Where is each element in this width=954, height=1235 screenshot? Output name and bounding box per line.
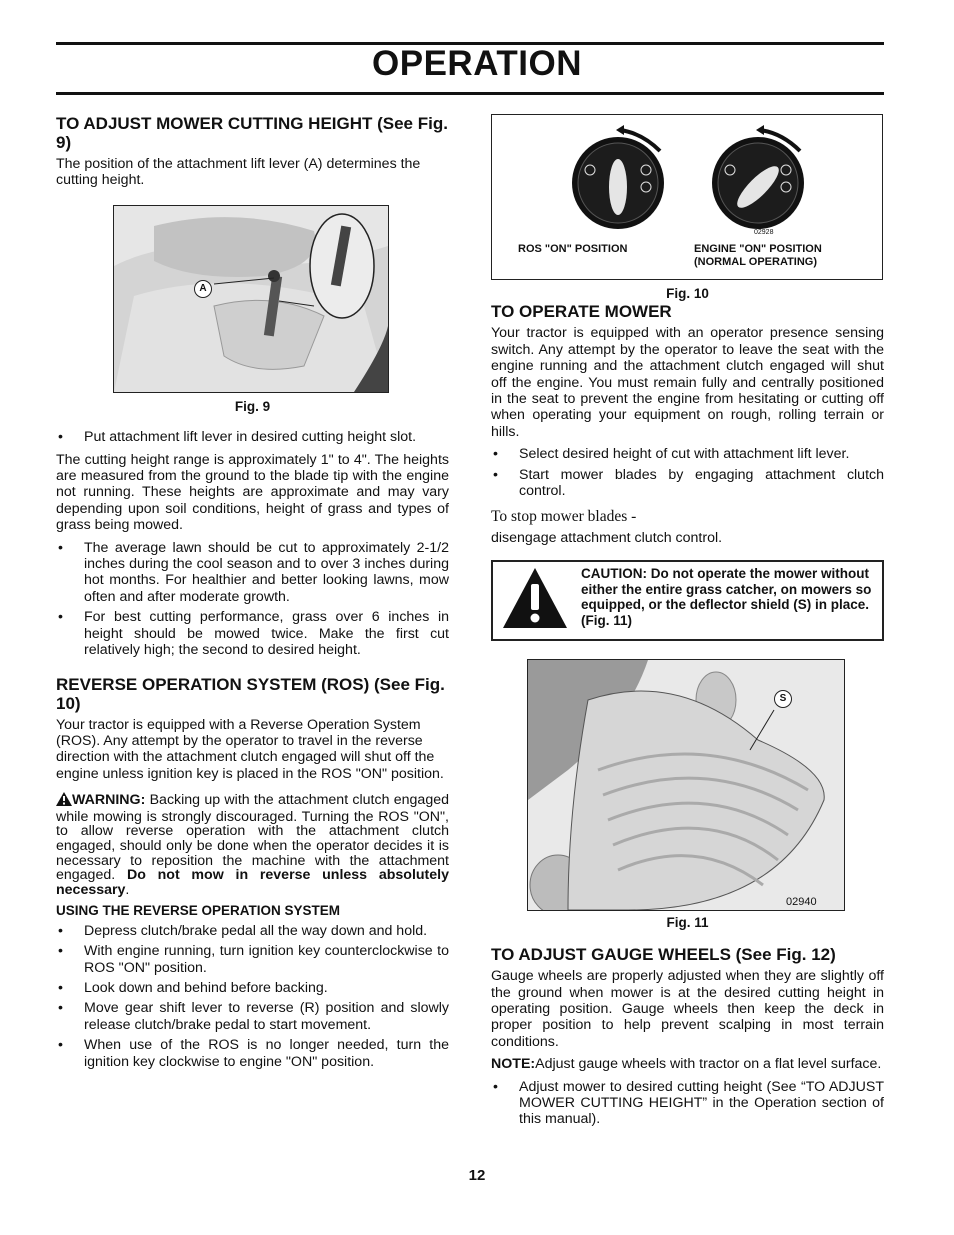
label-s-text: S [779, 692, 787, 704]
list-item: • Adjust mower to desired cutting height (See “TO ADJUST MOWER CUTTING HEIGHT” in the Operation section of this manual). [491, 1079, 884, 1128]
caution-text: CAUTION: Do not operate the mower without either the entire grass catcher, on mowers so equipped, or the deflector shield (S) in place. (Fig. 11) [581, 566, 872, 628]
warning-label: WARNING: [72, 792, 146, 809]
operate-mower-heading: TO OPERATE MOWER [491, 302, 672, 322]
fig9-caption: Fig. 9 [234, 398, 271, 414]
list-item: • Put attachment lift lever in desired cutting height slot. [56, 429, 449, 445]
fig11-caption: Fig. 11 [666, 914, 709, 930]
ros-intro: Your tractor is equipped with a Reverse Operation System (ROS). Any attempt by the operator to travel in the reverse direction with the attachment clutch engaged will shut off the engine unless ignition key is placed in the ROS "ON" position. [56, 716, 444, 782]
cutting-range-paragraph: The cutting height range is approximately 1" to 4". The heights are measured from the ground to the blade tip with the engine not running. These heights are approximate and may vary depending upon soil conditions, height of grass and types of grass being mowed. [56, 451, 449, 534]
right-column [491, 114, 884, 1134]
page-title: OPERATION [372, 44, 582, 83]
list-item: • Look down and behind before backing. [56, 980, 449, 996]
list-item: • With engine running, turn ignition key counterclockwise to ROS "ON" position. [56, 943, 449, 976]
warning-paragraph [56, 792, 449, 897]
fig10-caption: Fig. 10 [666, 286, 709, 301]
ros-on-position-label: ROS "ON" POSITION [518, 243, 628, 255]
deflector-shield-illustration [528, 660, 844, 910]
cutting-height-bullets-2 [56, 540, 449, 659]
stop-blades-text: disengage attachment clutch control. [491, 529, 723, 546]
engine-on-line1: ENGINE "ON" POSITION [694, 243, 822, 255]
caution-icon [501, 566, 569, 634]
label-s [774, 690, 792, 708]
ros-subheading: USING THE REVERSE OPERATION SYSTEM [56, 903, 341, 919]
list-item: • The average lawn should be cut to approximately 2-1/2 inches during the cool season and to over 3 inches during hot months. For healthier and better looking lawns, mow often and after moderate growth. [56, 540, 449, 606]
list-item: • Move gear shift lever to reverse (R) position and slowly release clutch/brake pedal to start movement. [56, 1000, 449, 1033]
operate-intro: Your tractor is equipped with an operator presence sensing switch. Any attempt by the operator to leave the seat with the engine running and the attachment clutch engaged will shut off the engine. You must remain fully and centrally positioned in the seat to prevent the engine from hesitating or cutting off when operating your equipment on rough, rolling terrain or hills. [491, 325, 884, 440]
fig10-code: 02928 [754, 229, 774, 236]
gauge-bullets [491, 1079, 884, 1128]
gauge-wheels-heading: TO ADJUST GAUGE WHEELS (See Fig. 12) [491, 945, 836, 965]
list-item: • Start mower blades by engaging attachment clutch control. [491, 467, 884, 500]
label-a-text: A [199, 282, 207, 294]
cutting-height-heading: TO ADJUST MOWER CUTTING HEIGHT (See Fig. 9) [56, 114, 448, 152]
gauge-note [491, 1056, 884, 1072]
note-text: Adjust gauge wheels with tractor on a flat level surface. [535, 1056, 882, 1073]
cutting-height-intro: The position of the attachment lift lever (A) determines the cutting height. [56, 156, 421, 189]
list-item: • When use of the ROS is no longer needed, turn the ignition key clockwise to engine "ON" position. [56, 1037, 449, 1070]
operate-bullets [491, 446, 884, 499]
list-item: • Depress clutch/brake pedal all the way down and hold. [56, 923, 449, 939]
label-a [194, 280, 212, 298]
engine-on-position-label [694, 243, 822, 269]
list-item: • Select desired height of cut with attachment lift lever. [491, 446, 884, 462]
warning-end: . [125, 881, 130, 898]
cutting-height-bullets-1 [56, 429, 449, 445]
note-label: NOTE: [491, 1056, 536, 1073]
left-column [56, 114, 449, 1076]
list-item: • For best cutting performance, grass over 6 inches in height should be mowed twice. Make the first cut relatively high; the second to desired height. [56, 609, 449, 658]
fig11-code: 02940 [786, 895, 817, 908]
warning-bold-text: Do not mow in reverse unless absolutely necessary [56, 867, 449, 898]
warning-text: Backing up with the attachment clutch engaged while mowing is strongly discouraged. Turning the ROS "ON", to allow reverse operation with the attachment clutch engaged, should only be done when the operator decides it is necessary to reposition the machine with the attachment engaged. [56, 792, 449, 884]
stop-blades-heading: To stop mower blades - [491, 508, 637, 526]
ros-heading: REVERSE OPERATION SYSTEM (ROS) (See Fig. 10) [56, 674, 445, 713]
fig11-image [527, 659, 845, 911]
ros-steps [56, 923, 449, 1070]
warning-icon [56, 792, 72, 810]
engine-on-line2: (NORMAL OPERATING) [694, 256, 818, 268]
page-number: 12 [468, 1167, 486, 1184]
title-rule [56, 92, 884, 95]
lift-lever-illustration [114, 206, 388, 392]
caution-box [491, 560, 884, 640]
fig9-image [113, 205, 389, 393]
fig10-image [491, 114, 883, 280]
gauge-wheels-intro: Gauge wheels are properly adjusted when they are slightly off the ground when mower is at the desired cutting height in operating position. Gauge wheels then keep the deck in proper position to help prevent scalping in most terrain conditions. [491, 968, 884, 1050]
